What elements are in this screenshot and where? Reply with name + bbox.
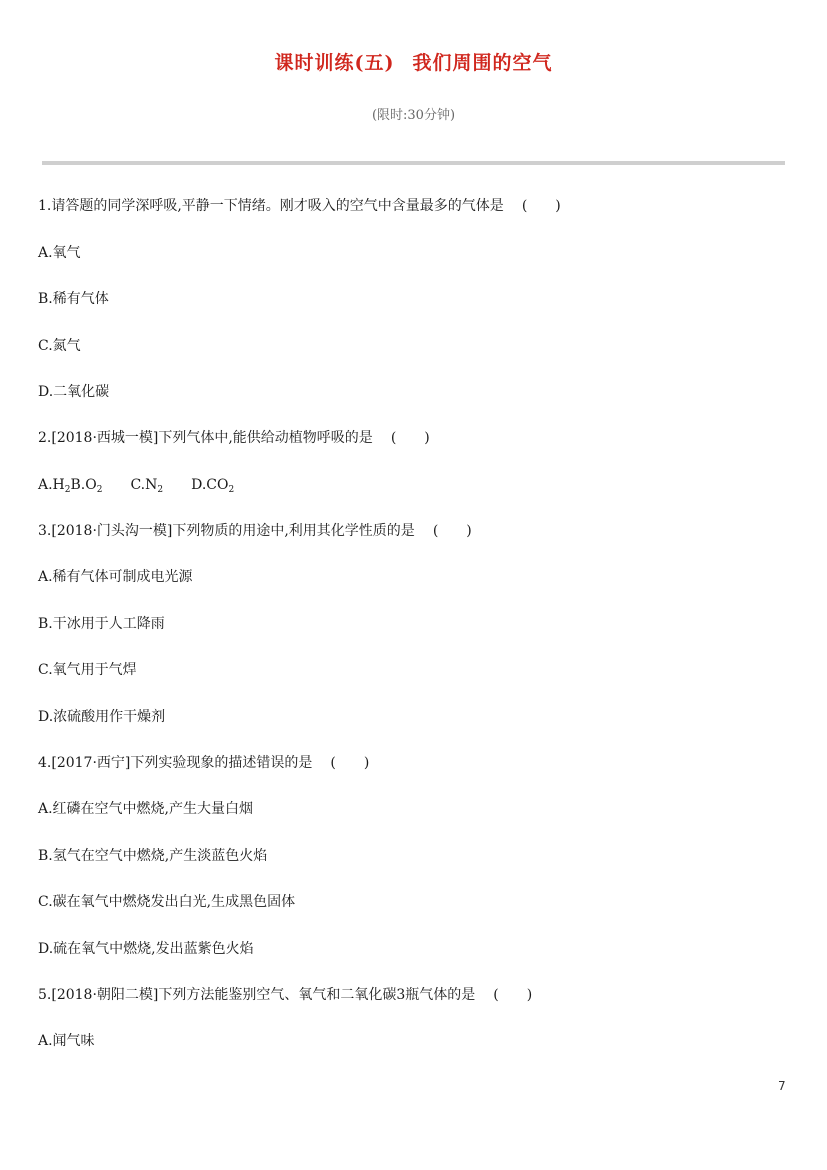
question-3 [38,521,472,541]
question-4-option-b: B.氢气在空气中燃烧,产生淡蓝色火焰 [38,848,268,864]
question-4-stem: 4.[2017·西宁]下列实验现象的描述错误的是 [38,755,313,771]
time-limit: (限时:30分钟) [371,108,456,123]
question-2 [38,428,430,448]
header-divider [42,161,785,165]
question-3-stem: 3.[2018·门头沟一模]下列物质的用途中,利用其化学性质的是 [38,523,415,539]
question-2-option-a: $A.H_2$ [38,477,71,495]
answer-blank: ( ) [521,198,561,214]
question-2-stem: 2.[2018·西城一模]下列气体中,能供给动植物呼吸的是 [38,430,373,446]
question-1-stem: 1.请答题的同学深呼吸,平静一下情绪。刚才吸入的空气中含量最多的气体是 [38,198,504,214]
question-3-option-c: C.氧气用于气焊 [38,662,137,678]
question-5-option-a: A.闻气味 [38,1033,95,1049]
question-1-option-d: D.二氧化碳 [38,384,110,400]
question-2-option-c: $C.N_2$ [130,477,164,495]
question-4-option-c: C.碳在氧气中燃烧发出白光,生成黑色固体 [38,894,296,910]
question-3-option-d: D.浓硫酸用作干燥剂 [38,709,166,725]
title-topic: 我们周围的空气 [412,52,553,74]
question-4 [38,753,369,773]
answer-blank: ( ) [390,430,430,446]
answer-blank: ( ) [330,755,370,771]
page-title [0,48,827,75]
question-4-option-d: D.硫在氧气中燃烧,发出蓝紫色火焰 [38,941,254,957]
question-1-option-c: C.氮气 [38,338,81,354]
answer-blank: ( ) [493,987,533,1003]
title-lesson: 课时训练(五) [274,52,395,74]
question-1 [38,196,561,216]
question-3-option-b: B.干冰用于人工降雨 [38,616,165,632]
question-2-option-b: $B.O_2$ [70,477,103,495]
page-number: 7 [778,1079,786,1093]
question-2-options [38,475,234,500]
question-5 [38,985,532,1005]
question-4-option-a: A.红磷在空气中燃烧,产生大量白烟 [38,801,254,817]
question-3-option-a: A.稀有气体可制成电光源 [38,569,193,585]
answer-blank: ( ) [432,523,472,539]
question-5-stem: 5.[2018·朝阳二模]下列方法能鉴别空气、氧气和二氧化碳3瓶气体的是 [38,987,476,1003]
question-2-option-d: $D.CO_2$ [191,477,235,495]
question-1-option-a: A.氧气 [38,245,81,261]
question-1-option-b: B.稀有气体 [38,291,109,307]
